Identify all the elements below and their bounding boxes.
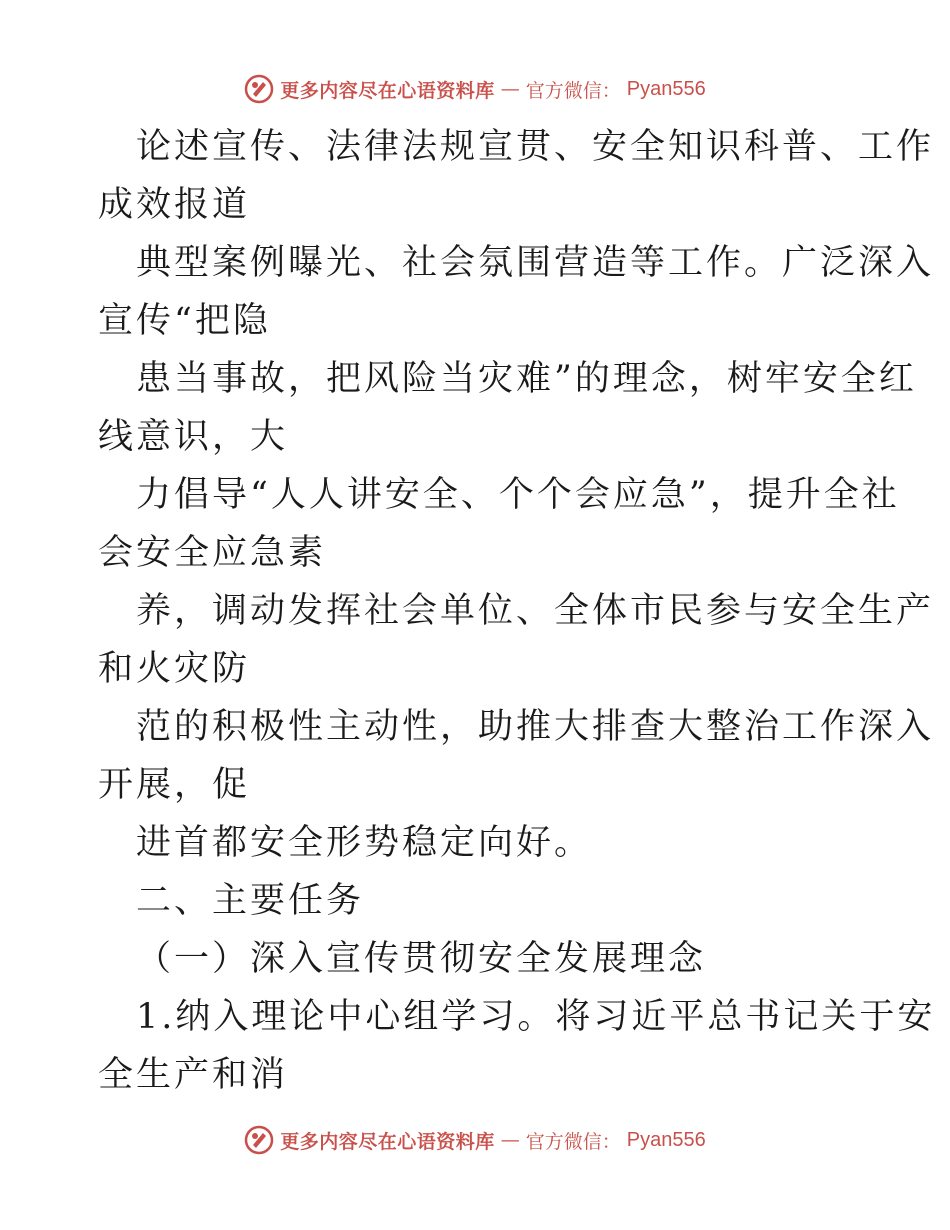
watermark-text: 更多内容尽在心语资料库 [280,79,495,102]
header-watermark [0,71,950,107]
watermark-wechat-id: Pyan556 [626,77,706,100]
text-line: 典型案例曝光、社会氛围营造等工作。广泛深入 [136,243,935,283]
section-heading: 二、主要任务 [136,881,365,921]
footer-watermark [0,1122,950,1158]
watermark-wechat-id: Pyan556 [626,1128,706,1151]
text-line: 养，调动发挥社会单位、全体市民参与安全生产 [136,591,935,631]
logo-icon [244,74,274,104]
watermark-dash: — [500,78,520,100]
text-line: 论述宣传、法律法规宣贯、安全知识科普、工作 [136,127,935,167]
watermark-text: 更多内容尽在心语资料库 [280,1130,495,1153]
text-line: 和火灾防 [98,649,251,689]
text-line: 范的积极性主动性，助推大排查大整治工作深入 [136,707,935,747]
watermark-wechat-label: 官方微信： [525,79,621,102]
text-line: 进首都安全形势稳定向好。 [136,823,593,863]
text-line: 开展，促 [98,765,251,805]
text-line: 1.纳入理论中心组学习。将习近平总书记关于安 [136,997,936,1037]
text-line: 力倡导“人人讲安全、个个会应急”，提升全社 [136,475,900,515]
text-line: 宣传“把隐 [98,301,271,341]
text-line: 患当事故，把风险当灾难”的理念，树牢安全红 [136,359,917,399]
text-line: 会安全应急素 [98,533,327,573]
text-line: 线意识，大 [98,417,289,457]
watermark-wechat-label: 官方微信： [525,1130,621,1153]
text-line: 全生产和消 [98,1055,289,1095]
text-line: 成效报道 [98,185,251,225]
watermark-dash: — [500,1129,520,1151]
logo-icon [244,1125,274,1155]
document-body [98,118,936,1104]
subsection-heading: （一）深入宣传贯彻安全发展理念 [136,939,707,979]
